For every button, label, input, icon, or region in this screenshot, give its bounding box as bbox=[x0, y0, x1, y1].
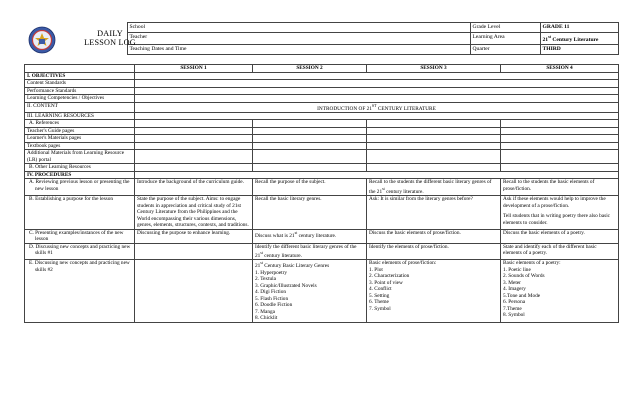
additional-materials-label: Additional Materials from Learning Resource (LR) portal bbox=[25, 150, 135, 164]
list-item: 5. Setting bbox=[369, 292, 390, 299]
list-item: 2. Characterization bbox=[369, 273, 410, 280]
references-label: A. References bbox=[25, 120, 135, 128]
deped-seal-icon bbox=[28, 26, 56, 54]
list-item: 6. Doodle Fiction bbox=[255, 302, 293, 309]
teacher-label: Teacher bbox=[127, 33, 470, 45]
title-line-1: DAILY bbox=[97, 28, 123, 38]
list-item: 4. Imagery bbox=[503, 286, 526, 293]
list-item: 7. Symbol bbox=[369, 305, 391, 312]
session-1-cell bbox=[135, 243, 253, 260]
title-line-2: LESSON LOG bbox=[84, 38, 136, 48]
list-item: 3. Point of view bbox=[369, 279, 403, 286]
session-4-cell: Recall to the students the basic elements of prose/fiction. bbox=[501, 179, 619, 196]
grade-level-value: GRADE 11 bbox=[540, 23, 618, 33]
list-item: 1. Hyperpoetry bbox=[255, 269, 288, 276]
list-item: 2. Sounds of Words bbox=[503, 273, 545, 280]
grade-level-label: Grade Level bbox=[470, 23, 540, 33]
session-3-cell: Discuss the basic elements of prose/fiction. bbox=[367, 229, 501, 243]
list-item: 1. Plot bbox=[369, 266, 383, 273]
session-1-cell: Introduce the background of the curriculum guide. bbox=[135, 179, 253, 196]
procedure-row bbox=[25, 229, 619, 243]
logo-cell bbox=[24, 23, 136, 55]
list-item: 4. Digi Fiction bbox=[255, 289, 287, 296]
competencies-label: Learning Competencies / Objectives bbox=[25, 95, 135, 103]
teachers-guide-label: Teacher's Guide pages bbox=[25, 127, 135, 135]
objectives-heading: I. OBJECTIVES bbox=[25, 72, 135, 80]
content-standards-label: Content Standards bbox=[25, 80, 135, 88]
procedure-row bbox=[25, 260, 619, 322]
genres-list-title: 21st Century Basic Literary Genres bbox=[255, 260, 330, 270]
list-item: 7.Theme bbox=[503, 305, 522, 312]
dates-label: Teaching Dates and Time bbox=[127, 45, 470, 55]
session-2-cell: Discuss what is 21st century literature. bbox=[253, 229, 367, 243]
session-1-cell bbox=[135, 260, 253, 322]
list-item: 4. Conflict bbox=[369, 286, 392, 293]
list-item: 6. Persona bbox=[503, 299, 526, 306]
quarter-label: Quarter bbox=[470, 45, 540, 55]
session-2-cell: Identify the different basic literary genres of the 21st century literature. bbox=[253, 243, 367, 260]
other-resources-label: B. Other Learning Resources bbox=[25, 164, 135, 172]
session-2-cell bbox=[253, 260, 367, 322]
procedure-row bbox=[25, 179, 619, 196]
list-item: 8. Symbol bbox=[503, 312, 525, 319]
content-label: II. CONTENT bbox=[25, 102, 135, 112]
list-item: 5. Flash Fiction bbox=[255, 295, 289, 302]
list-item: 2. Textula bbox=[255, 276, 277, 283]
content-value: INTRODUCTION OF 21ST CENTURY LITERATURE bbox=[135, 102, 619, 112]
resources-label: III. LEARNING RESOURCES bbox=[25, 112, 135, 120]
session-3-cell: Ask: It is similar from the literary genres before? bbox=[367, 196, 501, 230]
session-3-cell bbox=[367, 260, 501, 322]
procedure-label: D. Discussing new concepts and practicing new skills #1 bbox=[25, 243, 135, 260]
list-item: 5.Tone and Mode bbox=[503, 292, 541, 299]
list-item: 3. Meter bbox=[503, 279, 521, 286]
session-2-cell: Recall the basic literary genres. bbox=[253, 196, 367, 230]
learners-materials-label: Learner's Materials pages bbox=[25, 135, 135, 143]
session-3-cell: Recall to the students the different basic literary genres of the 21st century literature. bbox=[367, 179, 501, 196]
list-item: 3. Graphic/Illustrated Novels bbox=[255, 282, 317, 289]
session-2-cell: Recall the purpose of the subject. bbox=[253, 179, 367, 196]
lesson-log-table bbox=[24, 64, 619, 323]
session-header-row bbox=[25, 65, 619, 73]
poetry-list-title: Basic elements of a poetry: bbox=[503, 260, 561, 267]
learning-area-label: Learning Area bbox=[470, 33, 540, 45]
procedure-label: E. Discussing new concepts and practicing new skills #2 bbox=[25, 260, 135, 322]
session-3-header: SESSION 3 bbox=[367, 65, 501, 73]
session-4-text-a: Ask if these elements would help to improve the development of a prose/fiction. bbox=[503, 196, 606, 209]
textbook-label: Textbook pages bbox=[25, 142, 135, 150]
procedure-label: C. Presenting examples/instances of the new lesson bbox=[25, 229, 135, 243]
document-title bbox=[80, 29, 140, 49]
session-4-cell: Discuss the basic elements of a poetry. bbox=[501, 229, 619, 243]
procedure-row bbox=[25, 196, 619, 230]
header-table bbox=[24, 22, 619, 55]
procedure-label: B. Establishing a purpose for the lesson bbox=[25, 196, 135, 230]
performance-standards-label: Performance Standards bbox=[25, 87, 135, 95]
session-1-cell: State the purpose of the subject. Aims: to engage students in appreciation and critical study of 21st Century Literature from the Philippines and the World encompassing their various dimensions, genres, elements, structures, contexts, and traditions. bbox=[135, 196, 253, 230]
quarter-value: THIRD bbox=[540, 45, 618, 55]
session-4-text-b: Tell students that in writing poetry there also basic elements to consider. bbox=[503, 213, 611, 226]
procedure-row bbox=[25, 243, 619, 260]
list-item: 1. Poetic line bbox=[503, 266, 531, 273]
list-item: 6. Theme bbox=[369, 299, 389, 306]
school-label: School bbox=[127, 23, 470, 33]
learning-area-value: 21st Century Literature bbox=[540, 33, 618, 45]
session-3-cell: Identify the elements of prose/fiction. bbox=[367, 243, 501, 260]
prose-list-title: Basic elements of prose/fiction: bbox=[369, 260, 437, 267]
session-4-header: SESSION 4 bbox=[501, 65, 619, 73]
list-item: 8. Chicklit bbox=[255, 315, 278, 322]
session-4-cell bbox=[501, 260, 619, 322]
session-4-cell: State and identify each of the different basic elements of a poetry. bbox=[501, 243, 619, 260]
session-2-header: SESSION 2 bbox=[253, 65, 367, 73]
procedure-label: A. Reviewing previous lesson or presenting the new lesson bbox=[25, 179, 135, 196]
list-item: 7. Manga bbox=[255, 308, 276, 315]
session-1-header: SESSION 1 bbox=[135, 65, 253, 73]
procedures-heading: IV. PROCEDURES bbox=[25, 171, 135, 179]
session-1-cell: Discussing the purpose to enhance learning. bbox=[135, 229, 253, 243]
session-4-cell bbox=[501, 196, 619, 230]
